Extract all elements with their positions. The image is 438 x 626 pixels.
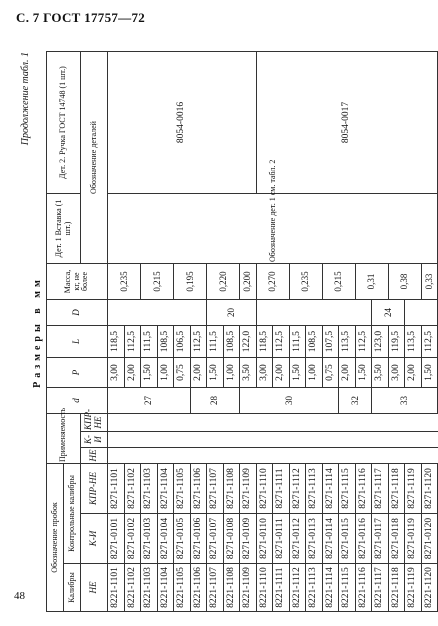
app-kprne-cell — [306, 414, 323, 432]
app-ki-header: К-И — [81, 432, 108, 448]
l-cell: 107,5 — [322, 326, 339, 358]
gauge-ne-cell: 8221-1108 — [223, 564, 240, 612]
app-ki-cell — [322, 432, 339, 448]
table-title: Размеры в мм — [32, 276, 43, 388]
gauge-kprne-cell: 8271-1120 — [421, 464, 438, 514]
gauge-kprne-cell: 8271-1114 — [322, 464, 339, 514]
p-cell: 0,75 — [174, 358, 191, 388]
p-cell: 1,00 — [157, 358, 174, 388]
continuation-title: Продолжение табл. 1 — [20, 52, 31, 146]
app-ki-cell — [388, 432, 405, 448]
mass-cell: 0,270 — [256, 264, 289, 300]
app-ki-cell — [256, 432, 273, 448]
app-kprne-header: КПР-НЕ — [81, 414, 108, 432]
app-ki-cell — [174, 432, 191, 448]
p-cell: 1,00 — [306, 358, 323, 388]
app-ki-cell — [124, 432, 141, 448]
mass-cell: 0,195 — [174, 264, 207, 300]
d-cell: 33 — [372, 388, 438, 414]
app-ne-cell — [339, 448, 356, 464]
p-cell: 2,00 — [405, 358, 422, 388]
gauge-ki-cell: 8271-0111 — [273, 514, 290, 564]
app-ki-cell — [421, 432, 438, 448]
l-cell: 123,0 — [372, 326, 389, 358]
app-ne-cell — [372, 448, 389, 464]
gauge-ne-cell: 8221-1114 — [322, 564, 339, 612]
app-ki-cell — [289, 432, 306, 448]
app-ne-cell — [157, 448, 174, 464]
l-cell: 106,5 — [174, 326, 191, 358]
app-ne-cell — [223, 448, 240, 464]
gauge-ki-cell: 8271-0104 — [157, 514, 174, 564]
D-header: D — [47, 300, 108, 326]
app-ne-cell — [141, 448, 158, 464]
app-ne-cell — [124, 448, 141, 464]
D-cell — [405, 300, 438, 326]
app-ne-cell — [190, 448, 207, 464]
gauge-ki-cell: 8271-0115 — [339, 514, 356, 564]
gauge-kprne-cell: 8271-1116 — [355, 464, 372, 514]
p-cell: 1,50 — [207, 358, 224, 388]
gauge-ne-cell: 8221-1102 — [124, 564, 141, 612]
l-cell: 111,5 — [207, 326, 224, 358]
app-ne-cell — [388, 448, 405, 464]
gauge-kprne-cell: 8271-1104 — [157, 464, 174, 514]
app-kprne-cell — [223, 414, 240, 432]
mass-cell: 0,215 — [141, 264, 174, 300]
app-kprne-cell — [207, 414, 224, 432]
l-cell: 118,5 — [256, 326, 273, 358]
gauge-ne-cell: 8221-1113 — [306, 564, 323, 612]
p-cell: 1,00 — [223, 358, 240, 388]
l-cell: 112,5 — [421, 326, 438, 358]
p-cell: 2,00 — [339, 358, 356, 388]
app-ne-cell — [421, 448, 438, 464]
app-ki-cell — [108, 432, 125, 448]
app-ne-cell — [322, 448, 339, 464]
l-cell: 111,5 — [141, 326, 158, 358]
app-ki-cell — [339, 432, 356, 448]
gauge-kprne-cell: 8271-1112 — [289, 464, 306, 514]
detail1-note-cell: Обозначение дет. 1 см. табл. 2 — [108, 194, 438, 264]
gauge-kprne-cell: 8271-1102 — [124, 464, 141, 514]
D-cell — [256, 300, 372, 326]
gauge-kprne-cell: 8271-1107 — [207, 464, 224, 514]
app-kprne-cell — [421, 414, 438, 432]
app-kprne-cell — [108, 414, 125, 432]
d-cell: 30 — [240, 388, 339, 414]
detail2-header: Дет. 2. Ручка ГОСТ 14748 (1 шт.) — [47, 52, 81, 194]
gauge-ne-cell: 8221-1115 — [339, 564, 356, 612]
D-cell: 24 — [372, 300, 405, 326]
gauge-ki-cell: 8271-0117 — [372, 514, 389, 564]
app-ne-cell — [108, 448, 125, 464]
gauge-ne-cell: 8221-1111 — [273, 564, 290, 612]
dimensions-table — [46, 51, 438, 612]
app-ne-cell — [355, 448, 372, 464]
D-cell — [108, 300, 207, 326]
app-kprne-cell — [388, 414, 405, 432]
p-cell: 2,00 — [273, 358, 290, 388]
app-ki-cell — [372, 432, 389, 448]
gauge-kprne-cell: 8271-1118 — [388, 464, 405, 514]
l-cell: 108,5 — [157, 326, 174, 358]
d-cell: 27 — [108, 388, 191, 414]
p-cell: 3,50 — [372, 358, 389, 388]
gauge-ne-cell: 8221-1107 — [207, 564, 224, 612]
p-cell: 1,50 — [355, 358, 372, 388]
gauge-ne-cell: 8221-1104 — [157, 564, 174, 612]
app-kprne-cell — [289, 414, 306, 432]
mass-cell: 0,200 — [240, 264, 257, 300]
p-cell: 2,00 — [190, 358, 207, 388]
d-cell: 32 — [339, 388, 372, 414]
app-kprne-cell — [141, 414, 158, 432]
app-kprne-cell — [339, 414, 356, 432]
gauge-ne-cell: 8221-1112 — [289, 564, 306, 612]
rotated-table-area — [20, 52, 434, 612]
app-ki-cell — [223, 432, 240, 448]
l-cell: 112,5 — [273, 326, 290, 358]
gauge-ki-cell: 8271-0110 — [256, 514, 273, 564]
gauge-ne-cell: 8221-1106 — [190, 564, 207, 612]
applicability-header: Применяемость — [47, 414, 81, 464]
app-kprne-cell — [157, 414, 174, 432]
app-kprne-cell — [256, 414, 273, 432]
D-cell: 20 — [207, 300, 257, 326]
gauges-header: Калибры — [64, 564, 81, 612]
l-cell: 122,0 — [240, 326, 257, 358]
kprne-header: КПР-НЕ — [81, 464, 108, 514]
gauge-ki-cell: 8271-0113 — [306, 514, 323, 564]
app-ne-cell — [256, 448, 273, 464]
app-ki-cell — [273, 432, 290, 448]
gauge-ki-cell: 8271-0108 — [223, 514, 240, 564]
gauge-ki-cell: 8271-0118 — [388, 514, 405, 564]
gauge-ki-cell: 8271-0119 — [405, 514, 422, 564]
page-number: 48 — [14, 590, 25, 602]
app-ki-cell — [306, 432, 323, 448]
p-cell: 3,00 — [256, 358, 273, 388]
p-cell: 2,00 — [124, 358, 141, 388]
page-header: С. 7 ГОСТ 17757—72 — [16, 10, 146, 25]
app-ne-cell — [240, 448, 257, 464]
gauge-ne-cell: 8221-1117 — [372, 564, 389, 612]
app-ne-cell — [405, 448, 422, 464]
gauge-ki-cell: 8271-0101 — [108, 514, 125, 564]
gauge-ki-cell: 8271-0103 — [141, 514, 158, 564]
gauge-ki-cell: 8271-0120 — [421, 514, 438, 564]
app-ki-cell — [190, 432, 207, 448]
gauge-kprne-cell: 8271-1115 — [339, 464, 356, 514]
app-ki-cell — [240, 432, 257, 448]
gauge-ki-cell: 8271-0114 — [322, 514, 339, 564]
l-cell: 112,5 — [355, 326, 372, 358]
app-kprne-cell — [174, 414, 191, 432]
app-kprne-cell — [240, 414, 257, 432]
p-cell: 1,50 — [421, 358, 438, 388]
gauge-ne-cell: 8221-1116 — [355, 564, 372, 612]
l-cell: 118,5 — [108, 326, 125, 358]
mass-cell: 0,215 — [322, 264, 355, 300]
mass-cell: 0,235 — [289, 264, 322, 300]
app-kprne-cell — [372, 414, 389, 432]
gauge-ki-cell: 8271-0107 — [207, 514, 224, 564]
gauge-kprne-cell: 8271-1110 — [256, 464, 273, 514]
gauge-kprne-cell: 8271-1108 — [223, 464, 240, 514]
handle-cell-a: 8054-0016 — [108, 52, 257, 194]
app-ki-cell — [405, 432, 422, 448]
l-cell: 108,5 — [223, 326, 240, 358]
parts-designation-header: Обозначение деталей — [81, 52, 108, 264]
gauge-kprne-cell: 8271-1119 — [405, 464, 422, 514]
app-ki-cell — [207, 432, 224, 448]
control-gauges-header: Контрольные калибры — [64, 464, 81, 564]
table-row — [108, 52, 125, 612]
ne-header: НЕ — [81, 564, 108, 612]
gauge-ki-cell: 8271-0112 — [289, 514, 306, 564]
l-cell: 112,5 — [190, 326, 207, 358]
handle-cell-b: 8054-0017 — [256, 52, 438, 194]
app-kprne-cell — [273, 414, 290, 432]
app-ki-cell — [355, 432, 372, 448]
l-cell: 119,5 — [388, 326, 405, 358]
gauge-ne-cell: 8221-1119 — [405, 564, 422, 612]
gauge-kprne-cell: 8271-1101 — [108, 464, 125, 514]
gauge-ki-cell: 8271-0102 — [124, 514, 141, 564]
gauge-kprne-cell: 8271-1117 — [372, 464, 389, 514]
gauge-ne-cell: 8221-1120 — [421, 564, 438, 612]
app-ne-cell — [289, 448, 306, 464]
app-kprne-cell — [405, 414, 422, 432]
gauge-kprne-cell: 8271-1103 — [141, 464, 158, 514]
table-row — [256, 52, 273, 612]
l-cell: 111,5 — [289, 326, 306, 358]
l-cell: 113,5 — [405, 326, 422, 358]
l-header: L — [47, 326, 108, 358]
gauge-kprne-cell: 8271-1113 — [306, 464, 323, 514]
gauge-ki-cell: 8271-0109 — [240, 514, 257, 564]
detail1-header: Дет. 1 Вставка (1 шт.) — [47, 194, 81, 264]
gauge-kprne-cell: 8271-1109 — [240, 464, 257, 514]
app-ne-header: НЕ — [81, 448, 108, 464]
app-ne-cell — [174, 448, 191, 464]
mass-header: Масса, кг, не более — [47, 264, 108, 300]
ki-header: К-И — [81, 514, 108, 564]
l-cell: 113,5 — [339, 326, 356, 358]
probe-designation-header: Обозначение пробок — [47, 464, 64, 612]
app-ne-cell — [273, 448, 290, 464]
d-header: d — [47, 388, 108, 414]
gauge-ki-cell: 8271-0106 — [190, 514, 207, 564]
app-kprne-cell — [355, 414, 372, 432]
gauge-kprne-cell: 8271-1105 — [174, 464, 191, 514]
mass-cell: 0,38 — [388, 264, 421, 300]
p-cell: 3,00 — [388, 358, 405, 388]
gauge-ki-cell: 8271-0105 — [174, 514, 191, 564]
p-cell: 0,75 — [322, 358, 339, 388]
p-cell: 1,50 — [289, 358, 306, 388]
app-ki-cell — [157, 432, 174, 448]
gauge-ne-cell: 8221-1103 — [141, 564, 158, 612]
app-kprne-cell — [322, 414, 339, 432]
l-cell: 108,5 — [306, 326, 323, 358]
gauge-ne-cell: 8221-1118 — [388, 564, 405, 612]
gauge-ne-cell: 8221-1105 — [174, 564, 191, 612]
p-header: P — [47, 358, 108, 388]
gauge-ne-cell: 8221-1101 — [108, 564, 125, 612]
gauge-ne-cell: 8221-1109 — [240, 564, 257, 612]
l-cell: 112,5 — [124, 326, 141, 358]
gauge-ki-cell: 8271-0116 — [355, 514, 372, 564]
mass-cell: 0,220 — [207, 264, 240, 300]
app-ne-cell — [207, 448, 224, 464]
mass-cell: 0,235 — [108, 264, 141, 300]
app-ki-cell — [141, 432, 158, 448]
app-kprne-cell — [190, 414, 207, 432]
d-cell: 28 — [190, 388, 240, 414]
app-kprne-cell — [124, 414, 141, 432]
p-cell: 3,00 — [108, 358, 125, 388]
p-cell: 3,50 — [240, 358, 257, 388]
gauge-ne-cell: 8221-1110 — [256, 564, 273, 612]
p-cell: 1,50 — [141, 358, 158, 388]
gauge-kprne-cell: 8271-1106 — [190, 464, 207, 514]
mass-cell: 0,31 — [355, 264, 388, 300]
app-ne-cell — [306, 448, 323, 464]
mass-cell: 0,33 — [421, 264, 438, 300]
gauge-kprne-cell: 8271-1111 — [273, 464, 290, 514]
